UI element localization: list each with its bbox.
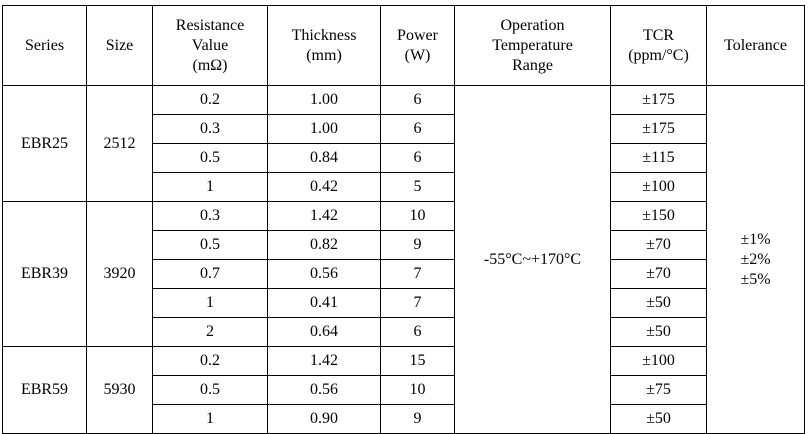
header-tcr-line: TCR (642, 26, 675, 44)
thickness-cell: 0.82 (268, 231, 381, 260)
header-size: Size (87, 6, 153, 86)
power-cell: 10 (381, 376, 455, 405)
thickness-cell: 0.56 (268, 260, 381, 289)
header-power-line: (W) (404, 46, 431, 64)
header-power (381, 6, 455, 86)
tolerance-value: ±2% (740, 250, 771, 268)
resistance-cell: 0.5 (153, 144, 268, 173)
thickness-cell: 0.42 (268, 173, 381, 202)
resistance-cell: 0.3 (153, 202, 268, 231)
thickness-cell: 1.42 (268, 202, 381, 231)
header-thickness (268, 6, 381, 86)
tcr-cell: ±50 (611, 405, 707, 434)
resistance-cell: 1 (153, 173, 268, 202)
power-cell: 7 (381, 260, 455, 289)
power-cell: 15 (381, 347, 455, 376)
thickness-cell: 1.00 (268, 115, 381, 144)
power-cell: 6 (381, 115, 455, 144)
tcr-cell: ±50 (611, 318, 707, 347)
header-thickness-line: Thickness (291, 26, 357, 44)
power-cell: 7 (381, 289, 455, 318)
header-row (3, 6, 805, 86)
power-cell: 10 (381, 202, 455, 231)
resistance-cell: 0.2 (153, 86, 268, 115)
tolerance-value: ±1% (740, 230, 771, 248)
power-cell: 6 (381, 318, 455, 347)
header-resistance-line: Resistance (175, 16, 245, 34)
table-row (3, 347, 805, 376)
tcr-cell: ±100 (611, 173, 707, 202)
resistor-spec-table (2, 5, 805, 434)
power-cell: 9 (381, 231, 455, 260)
series-cell: EBR39 (3, 202, 87, 347)
header-temperature (455, 6, 611, 86)
resistance-cell: 0.7 (153, 260, 268, 289)
thickness-cell: 0.41 (268, 289, 381, 318)
thickness-cell: 1.00 (268, 86, 381, 115)
header-power-line: Power (397, 26, 438, 44)
power-cell: 5 (381, 173, 455, 202)
table-row (3, 202, 805, 231)
header-temperature-line: Temperature (492, 36, 573, 54)
tcr-cell: ±175 (611, 115, 707, 144)
thickness-cell: 0.56 (268, 376, 381, 405)
tcr-cell: ±115 (611, 144, 707, 173)
power-cell: 6 (381, 86, 455, 115)
power-cell: 6 (381, 144, 455, 173)
header-resistance (153, 6, 268, 86)
resistance-cell: 2 (153, 318, 268, 347)
tcr-cell: ±50 (611, 289, 707, 318)
series-cell: EBR59 (3, 347, 87, 434)
header-tcr (611, 6, 707, 86)
tolerance-cell (707, 86, 805, 434)
resistance-cell: 1 (153, 405, 268, 434)
tcr-cell: ±175 (611, 86, 707, 115)
tcr-cell: ±150 (611, 202, 707, 231)
tolerance-value: ±5% (740, 270, 771, 288)
header-temperature-line: Operation (500, 16, 565, 34)
header-series: Series (3, 6, 87, 86)
tcr-cell: ±100 (611, 347, 707, 376)
thickness-cell: 0.90 (268, 405, 381, 434)
tcr-cell: ±70 (611, 260, 707, 289)
thickness-cell: 1.42 (268, 347, 381, 376)
tcr-cell: ±70 (611, 231, 707, 260)
size-cell: 2512 (87, 86, 153, 202)
resistance-cell: 1 (153, 289, 268, 318)
header-tcr-line: (ppm/°C) (628, 46, 689, 64)
resistance-cell: 0.5 (153, 231, 268, 260)
resistance-cell: 0.2 (153, 347, 268, 376)
thickness-cell: 0.84 (268, 144, 381, 173)
size-cell: 5930 (87, 347, 153, 434)
header-resistance-line: Value (191, 36, 229, 54)
header-thickness-line: (mm) (306, 46, 342, 64)
power-cell: 9 (381, 405, 455, 434)
resistance-cell: 0.5 (153, 376, 268, 405)
tcr-cell: ±75 (611, 376, 707, 405)
header-tolerance: Tolerance (707, 6, 805, 86)
header-resistance-line: (mΩ) (192, 56, 228, 74)
temperature-range-cell: -55°C~+170°C (455, 86, 611, 434)
size-cell: 3920 (87, 202, 153, 347)
resistance-cell: 0.3 (153, 115, 268, 144)
table-row (3, 86, 805, 115)
thickness-cell: 0.64 (268, 318, 381, 347)
series-cell: EBR25 (3, 86, 87, 202)
header-temperature-line: Range (512, 56, 553, 74)
